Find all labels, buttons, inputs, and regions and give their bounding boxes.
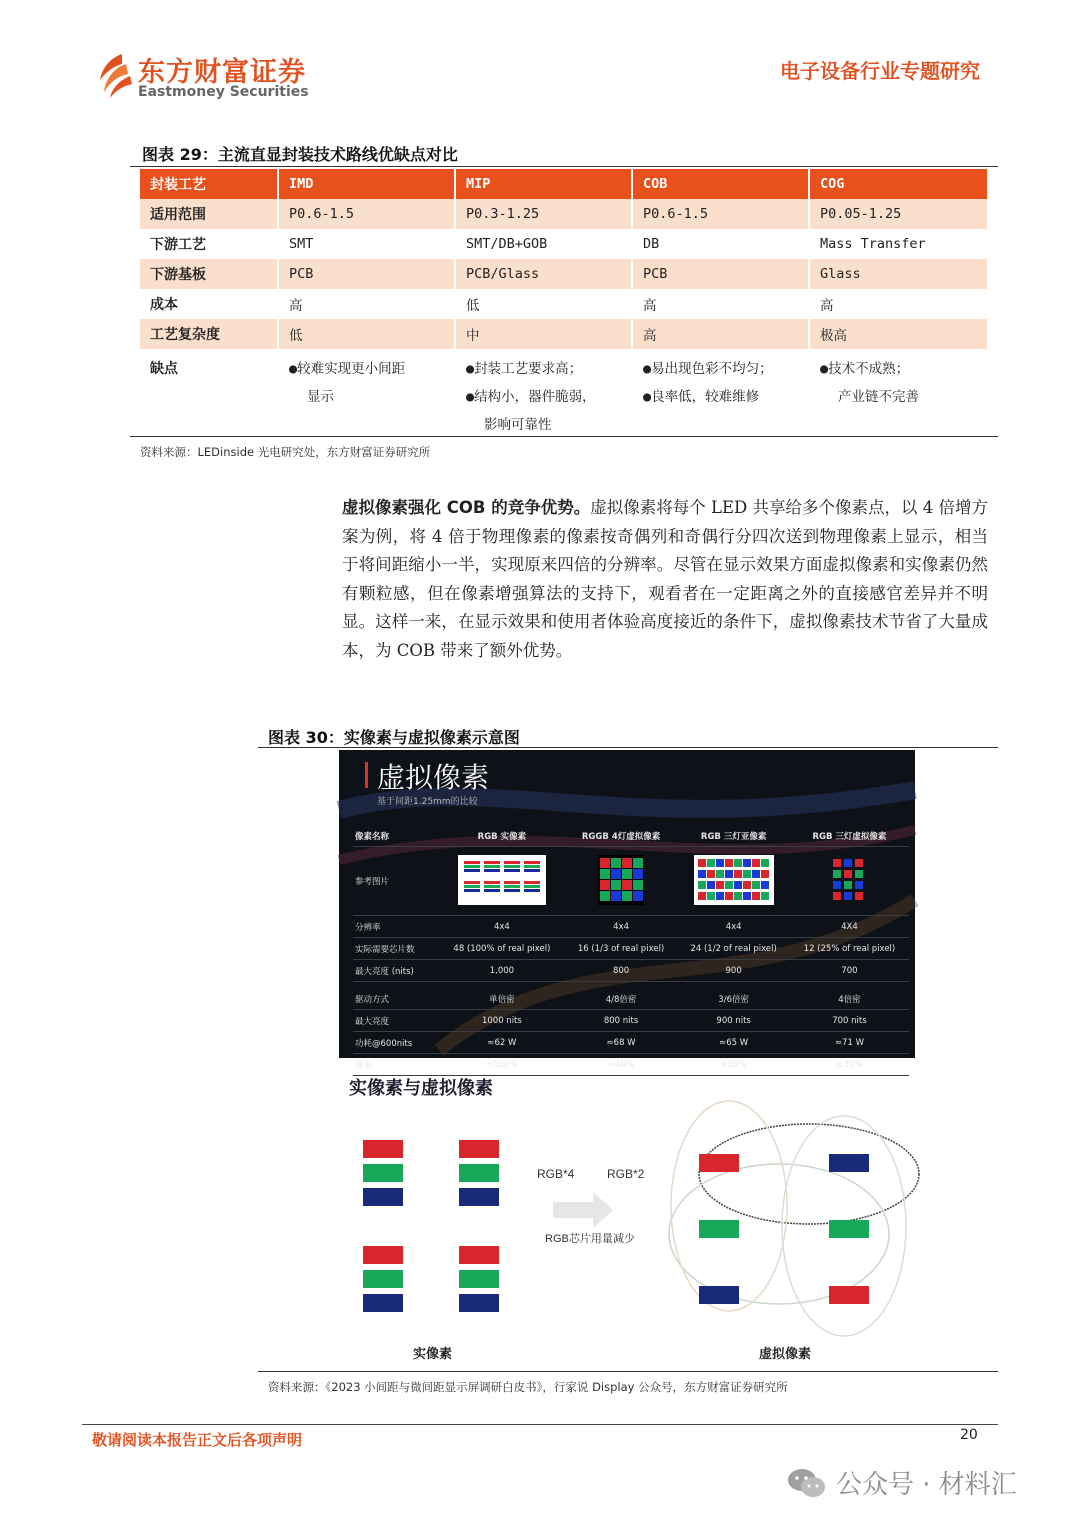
- panel-cell: ≈65 W: [677, 1032, 790, 1054]
- panel-header-cell: RGB 实像素: [439, 826, 565, 847]
- table-header-row: [140, 169, 988, 199]
- table-cell: [278, 349, 455, 439]
- figure-29-bottom-rule: [130, 436, 998, 437]
- panel-cell: 4/8倍密: [565, 988, 678, 1010]
- figure-30-bottom-rule: [258, 1371, 998, 1372]
- table-cell: SMT/DB+GOB: [455, 229, 632, 259]
- virtual-led-red: [829, 1286, 869, 1304]
- panel-cell: 4x4: [677, 916, 790, 938]
- eastmoney-logo-icon: [92, 52, 134, 98]
- table-cell: 高: [278, 289, 455, 319]
- table-cell: [632, 349, 809, 439]
- panel-cell: ≈30%: [790, 1054, 909, 1076]
- panel-row: [353, 938, 909, 960]
- rgb-virtual-pixel-image: [831, 855, 867, 905]
- table-cell: 高: [809, 289, 988, 319]
- table-cell: 下游基板: [140, 259, 278, 289]
- panel-row: [353, 916, 909, 938]
- wechat-icon: [786, 1466, 828, 1500]
- paragraph-body: 虚拟像素将每个 LED 共享给多个像素点，以 4 倍增方案为例，将 4 倍于物理像素的像素按奇偶列和奇偶行分四次送到物理像素上显示，相当于将间距缩小一半，实现原来四倍的分辨率。尽管在显示效果方面虚拟像素和实像素仍然有颗粒感，但在像素增强算法的支持下，观看者在一定距离之外的直接感官差异并不明显。这样一来，在显示效果和使用者体验高度接近的条件下，虚拟像素技术节省了大量成本，为 COB 带来了额外优势。: [342, 498, 988, 660]
- panel-row: [353, 960, 909, 982]
- label-real-pixel: 实像素: [413, 1346, 453, 1361]
- logo-text-cn: 东方财富证券: [138, 57, 306, 88]
- table-cell: 低: [455, 289, 632, 319]
- label-rgb4: RGB*4: [537, 1167, 575, 1181]
- virtual-led-green: [699, 1220, 739, 1238]
- figure-29-source: 资料来源：LEDinside 光电研究处，东方财富证券研究所: [140, 445, 431, 459]
- panel-cell: 最大亮度: [353, 1010, 439, 1032]
- virtual-led-green: [829, 1220, 869, 1238]
- watermark-text: 公众号 · 材料汇: [836, 1470, 1017, 1500]
- logo-text-en: Eastmoney Securities: [138, 84, 309, 100]
- label-chip-reduction: RGB芯片用量减少: [545, 1233, 635, 1245]
- panel-cell: 单倍密: [439, 988, 565, 1010]
- real-pixel-group: [363, 1246, 403, 1312]
- panel-cell: 4x4: [565, 916, 678, 938]
- figure-30-source: 资料来源：《2023 小间距与微间距显示屏调研白皮书》，行家说 Display 公众号，东方财富证券研究所: [268, 1380, 788, 1394]
- table-row: [140, 319, 988, 349]
- table-cell: P0.6-1.5: [278, 199, 455, 229]
- table-cell: SMT: [278, 229, 455, 259]
- table-cell: 工艺复杂度: [140, 319, 278, 349]
- panel-cell: ≈40%: [565, 1054, 678, 1076]
- table-header-cell: COB: [632, 169, 809, 199]
- rggb-virtual-pixel-image: [598, 855, 644, 905]
- real-vs-virtual-pixel-diagram: [339, 1066, 915, 1366]
- panel-cell: 驱动方式: [353, 988, 439, 1010]
- table-cell: Glass: [809, 259, 988, 289]
- table-cell: 极高: [809, 319, 988, 349]
- panel-cell: 16 (1/3 of real pixel): [565, 938, 678, 960]
- packaging-comparison-table: [140, 169, 989, 439]
- footer-rule: [82, 1424, 998, 1425]
- table-row-cons: [140, 349, 988, 439]
- body-paragraph: [342, 494, 988, 665]
- panel-cell: 参考图片: [353, 847, 439, 916]
- diagram-title: 实像素与虚拟像素: [349, 1078, 493, 1098]
- table-cell: PCB: [632, 259, 809, 289]
- rgb-subpixel-image: [694, 855, 774, 905]
- table-row: [140, 259, 988, 289]
- cons-line: 影响可靠性: [484, 417, 552, 433]
- panel-cell: ≈50%: [677, 1054, 790, 1076]
- table-header-cell: 封装工艺: [140, 169, 278, 199]
- virtual-pixel-ellipse: [699, 1124, 919, 1224]
- panel-title: 虚拟像素: [377, 761, 490, 794]
- cons-line: 显示: [307, 389, 334, 405]
- cons-line: ●易出现色彩不均匀；: [643, 361, 773, 377]
- table-cell: 成本: [140, 289, 278, 319]
- panel-spec-table: [353, 826, 909, 1076]
- panel-cell: 分辨率: [353, 916, 439, 938]
- cons-line: ●良率低，较难维修: [643, 389, 760, 405]
- table-cell: 下游工艺: [140, 229, 278, 259]
- panel-cell: 12 (25% of real pixel): [790, 938, 909, 960]
- cons-line: ●较难实现更小间距: [289, 361, 406, 377]
- figure-30-top-rule: [258, 747, 998, 748]
- virtual-led-red: [699, 1154, 739, 1172]
- page-number: 20: [960, 1427, 978, 1443]
- real-pixel-group: [459, 1140, 499, 1206]
- table-cell: 缺点: [140, 349, 278, 439]
- panel-cell: ≈100%: [439, 1054, 565, 1076]
- panel-cell: 1000 nits: [439, 1010, 565, 1032]
- table-row: [140, 229, 988, 259]
- panel-cell: ≈68 W: [565, 1032, 678, 1054]
- table-cell: P0.6-1.5: [632, 199, 809, 229]
- panel-cell: 4x4: [439, 916, 565, 938]
- cons-line: ●技术不成熟；: [820, 361, 910, 377]
- panel-row: [353, 988, 909, 1010]
- table-header-cell: MIP: [455, 169, 632, 199]
- real-pixel-group: [363, 1140, 403, 1206]
- panel-cell: 700: [790, 960, 909, 982]
- panel-cell: 900: [677, 960, 790, 982]
- panel-cell: 实际需要芯片数: [353, 938, 439, 960]
- table-row: [140, 199, 988, 229]
- panel-cell: 48 (100% of real pixel): [439, 938, 565, 960]
- table-row: [140, 289, 988, 319]
- label-rgb2: RGB*2: [607, 1167, 645, 1181]
- virtual-led-blue: [829, 1154, 869, 1172]
- panel-cell: 800: [565, 960, 678, 982]
- table-cell: DB: [632, 229, 809, 259]
- virtual-led-blue: [699, 1286, 739, 1304]
- panel-header-cell: RGB 三灯亚像素: [677, 826, 790, 847]
- table-cell: 适用范围: [140, 199, 278, 229]
- table-cell: 高: [632, 319, 809, 349]
- panel-row: [353, 1032, 909, 1054]
- panel-header-cell: 像素名称: [353, 826, 439, 847]
- panel-cell: ≈62 W: [439, 1032, 565, 1054]
- table-cell: P0.3-1.25: [455, 199, 632, 229]
- panel-image-row: [353, 847, 909, 916]
- label-virtual-pixel: 虚拟像素: [759, 1346, 812, 1361]
- panel-cell: 最大亮度 (nits): [353, 960, 439, 982]
- table-cell: 高: [632, 289, 809, 319]
- table-cell: P0.05-1.25: [809, 199, 988, 229]
- table-cell: 低: [278, 319, 455, 349]
- cons-line: ●封装工艺要求高；: [466, 361, 583, 377]
- figure-30-title: 图表 30：实像素与虚拟像素示意图: [268, 728, 520, 747]
- table-header-cell: IMD: [278, 169, 455, 199]
- panel-cell: 3/6倍密: [677, 988, 790, 1010]
- footer-disclaimer-notice: 敬请阅读本报告正文后各项声明: [92, 1431, 303, 1449]
- panel-cell: 4X4: [790, 916, 909, 938]
- real-pixel-group: [459, 1246, 499, 1312]
- figure-29-top-rule: [130, 166, 998, 167]
- panel-cell: 4倍密: [790, 988, 909, 1010]
- panel-header-cell: RGGB 4灯虚拟像素: [565, 826, 678, 847]
- panel-title-accent-bar: [365, 762, 368, 788]
- cons-line: 产业链不完善: [838, 389, 919, 405]
- panel-cell: 900 nits: [677, 1010, 790, 1032]
- table-cell: [809, 349, 988, 439]
- panel-cell: ≈71 W: [790, 1032, 909, 1054]
- panel-cell: 1,000: [439, 960, 565, 982]
- table-cell: 中: [455, 319, 632, 349]
- panel-cell: 800 nits: [565, 1010, 678, 1032]
- table-cell: Mass Transfer: [809, 229, 988, 259]
- table-cell: PCB/Glass: [455, 259, 632, 289]
- rgb-real-pixel-image: [458, 855, 546, 905]
- panel-header-row: [353, 826, 909, 847]
- panel-header-cell: RGB 三灯虚拟像素: [790, 826, 909, 847]
- report-category-title: 电子设备行业专题研究: [780, 59, 980, 83]
- virtual-pixel-spec-panel: [339, 750, 915, 1071]
- table-cell: [455, 349, 632, 439]
- panel-cell: 700 nits: [790, 1010, 909, 1032]
- panel-subtitle: 基于间距1.25mm的比较: [377, 797, 478, 807]
- panel-row: [353, 1010, 909, 1032]
- paragraph-lead: 虚拟像素强化 COB 的竞争优势。: [342, 498, 591, 517]
- panel-cell: 24 (1/2 of real pixel): [677, 938, 790, 960]
- table-cell: PCB: [278, 259, 455, 289]
- arrow-right-icon: [553, 1192, 613, 1228]
- virtual-pixel-ellipse: [671, 1101, 787, 1311]
- table-header-cell: COG: [809, 169, 988, 199]
- figure-29-title: 图表 29：主流直显封装技术路线优缺点对比: [142, 145, 458, 164]
- panel-cell: 成本: [353, 1054, 439, 1076]
- panel-cell: 功耗@600nits: [353, 1032, 439, 1054]
- cons-line: ●结构小，器件脆弱，: [466, 389, 596, 405]
